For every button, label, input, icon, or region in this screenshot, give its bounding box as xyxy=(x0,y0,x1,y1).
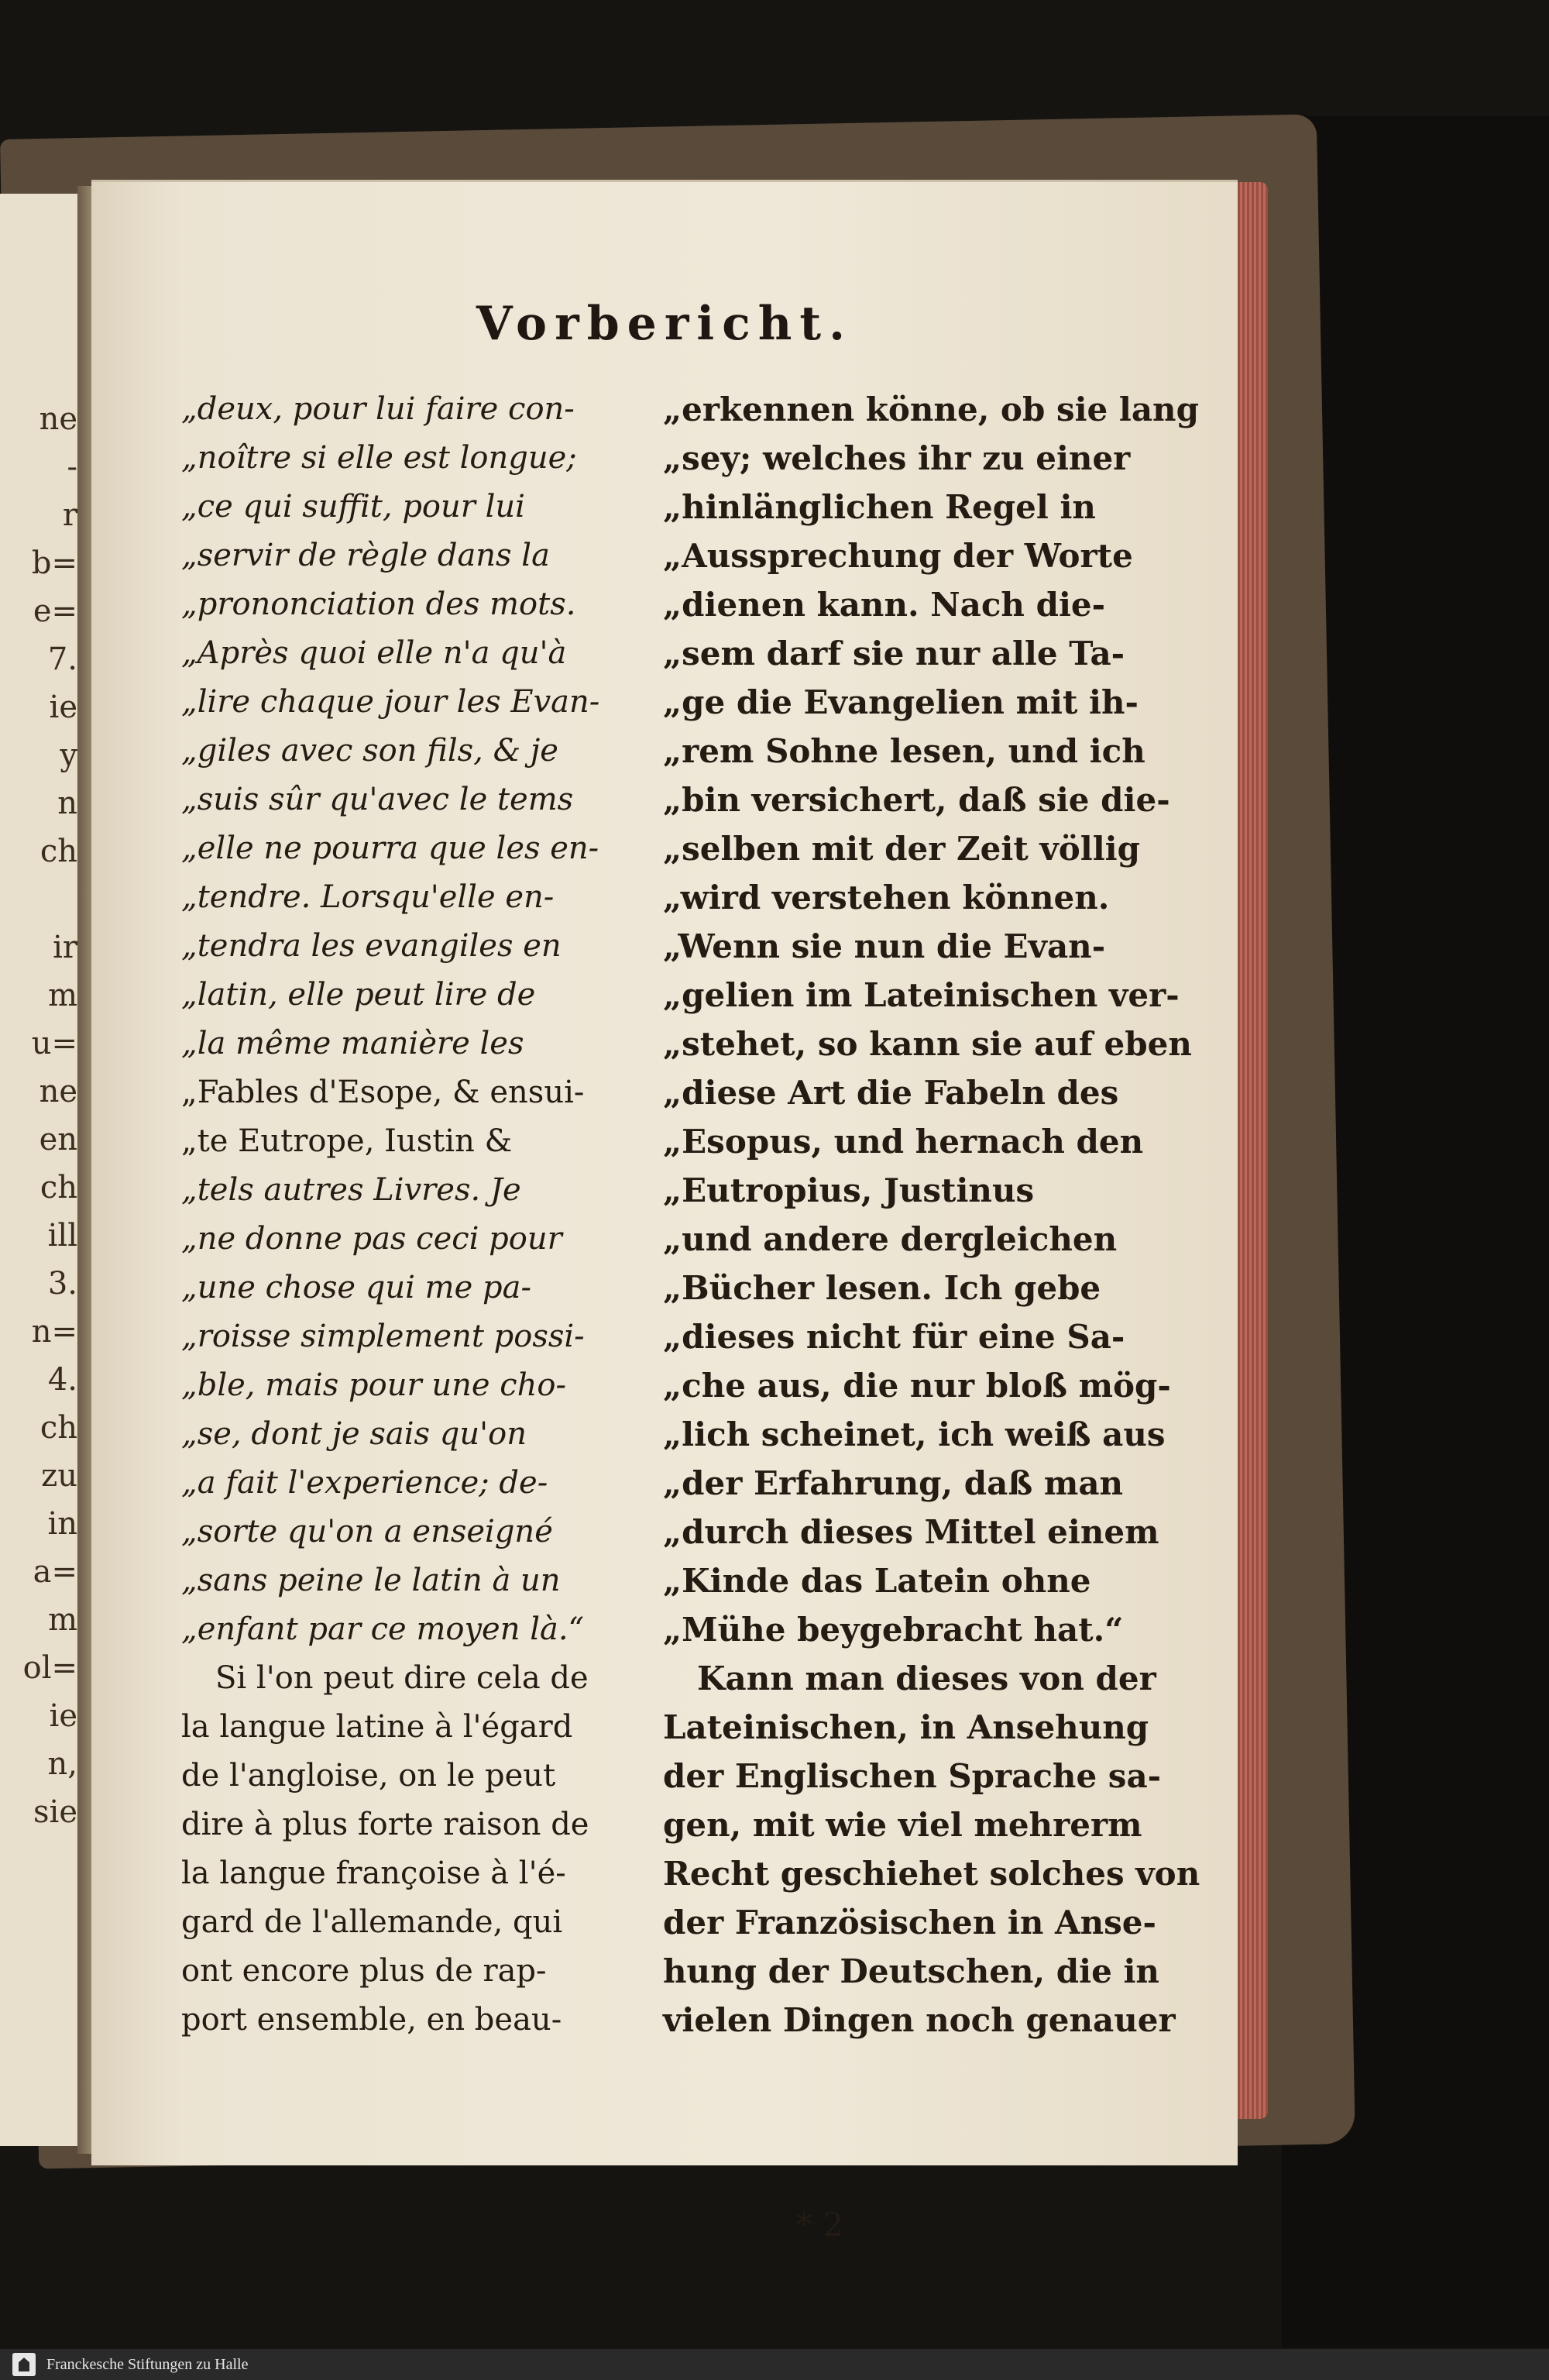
german-text-line: Recht geschiehet solches von xyxy=(663,1855,1200,1893)
german-text-line: „hinlänglichen Regel in xyxy=(663,488,1096,526)
german-text-line: gen, mit wie viel mehrerm xyxy=(663,1806,1142,1844)
german-text-line: „Mühe beygebracht hat.“ xyxy=(663,1611,1124,1649)
french-text-line: „sorte qu'on a enseigné xyxy=(181,1514,553,1549)
french-text-line: „sans peine le latin à un xyxy=(181,1563,561,1598)
footer-label: Franckesche Stiftungen zu Halle xyxy=(46,2355,249,2373)
german-text-line: „rem Sohne lesen, und ich xyxy=(663,732,1145,770)
french-text-line: „tendra les evangiles en xyxy=(181,928,562,964)
french-text-line: ont encore plus de rap- xyxy=(181,1953,547,1989)
german-text-line: Lateinischen, in Ansehung xyxy=(663,1708,1149,1746)
french-text-line: „enfant par ce moyen là.“ xyxy=(181,1611,584,1647)
french-text-line: „deux, pour lui faire con- xyxy=(181,391,575,427)
french-text-line: „te Eutrope, Iustin & xyxy=(181,1123,513,1159)
french-text-line: „prononciation des mots. xyxy=(181,586,576,622)
left-facing-page xyxy=(0,194,90,2146)
german-text-line: „erkennen könne, ob sie lang xyxy=(663,390,1199,428)
french-column xyxy=(181,385,723,2045)
french-text-line: dire à plus forte raison de xyxy=(181,1807,589,1842)
french-text-line: „se, dont je sais qu'on xyxy=(181,1416,527,1452)
french-text-line: „servir de règle dans la xyxy=(181,538,550,573)
german-text-line: Kann man dieses von der xyxy=(697,1659,1156,1697)
german-text-line: „sey; welches ihr zu einer xyxy=(663,439,1131,477)
french-text-line: „tels autres Livres. Je xyxy=(181,1172,521,1208)
german-text-line: „gelien im Lateinischen ver- xyxy=(663,976,1180,1014)
french-text-line: „suis sûr qu'avec le tems xyxy=(181,782,574,817)
french-text-line: la langue latine à l'égard xyxy=(181,1709,573,1745)
german-text-line: „Wenn sie nun die Evan- xyxy=(663,927,1106,965)
footer-bar xyxy=(0,2349,1549,2380)
institution-logo-icon xyxy=(12,2353,36,2376)
german-text-line: „bin versichert, daß sie die- xyxy=(663,781,1170,819)
left-page-fragments: ne - r b= e= 7. ie y n ch ir m u= ne en ch ill 3. n= 4. ch zu in a= m ol= ie n, sie xyxy=(22,401,77,1830)
german-text-line: der Englischen Sprache sa- xyxy=(663,1757,1162,1795)
german-text-line: „dienen kann. Nach die- xyxy=(663,586,1106,624)
german-text-line: „wird verstehen können. xyxy=(663,879,1110,917)
german-text-line: der Französischen in Anse- xyxy=(663,1904,1156,1941)
german-text-line: „Esopus, und hernach den xyxy=(663,1123,1144,1161)
running-head: Vorbericht. xyxy=(476,297,853,351)
french-text-line: port ensemble, en beau- xyxy=(181,2002,562,2038)
french-text-line: Si l'on peut dire cela de xyxy=(215,1660,589,1696)
french-text-line: „ne donne pas ceci pour xyxy=(181,1221,562,1257)
french-text-line: „latin, elle peut lire de xyxy=(181,977,536,1013)
german-text-line: „stehet, so kann sie auf eben xyxy=(663,1025,1192,1063)
french-text-line: „tendre. Lorsqu'elle en- xyxy=(181,879,555,915)
french-text-line: „giles avec son fils, & je xyxy=(181,733,558,769)
german-text-line: „der Erfahrung, daß man xyxy=(663,1464,1124,1502)
german-text-line: „und andere dergleichen xyxy=(663,1220,1118,1258)
book-page xyxy=(91,180,1238,2244)
german-text-line: „Aussprechung der Worte xyxy=(663,537,1133,575)
german-text-line: hung der Deutschen, die in xyxy=(663,1952,1159,1990)
french-text-line: „roisse simplement possi- xyxy=(181,1319,585,1354)
german-text-line: „dieses nicht für eine Sa- xyxy=(663,1318,1125,1356)
german-text-line: „che aus, die nur bloß mög- xyxy=(663,1367,1171,1405)
german-text-line: „durch dieses Mittel einem xyxy=(663,1513,1159,1551)
french-text-line: „la même manière les xyxy=(181,1026,524,1061)
french-text-line: „Fables d'Esope, & ensui- xyxy=(181,1075,585,1110)
german-text-line: „ge die Evangelien mit ih- xyxy=(663,683,1139,721)
german-text-line: „selben mit der Zeit völlig xyxy=(663,830,1140,868)
french-text-line: „elle ne pourra que les en- xyxy=(181,831,599,866)
french-text-line: la langue françoise à l'é- xyxy=(181,1856,566,1891)
french-text-line: „une chose qui me pa- xyxy=(181,1270,531,1305)
french-text-line: „Après quoi elle n'a qu'à xyxy=(181,635,567,671)
french-text-line: „noître si elle est longue; xyxy=(181,440,577,476)
german-text-line: „Eutropius, Justinus xyxy=(663,1171,1035,1209)
french-text-line: „lire chaque jour les Evan- xyxy=(181,684,600,720)
german-text-line: „Bücher lesen. Ich gebe xyxy=(663,1269,1101,1307)
german-column xyxy=(663,385,1227,2045)
french-text-line: „ble, mais pour une cho- xyxy=(181,1367,566,1403)
french-text-line: „a fait l'experience; de- xyxy=(181,1465,548,1501)
german-text-line: „sem darf sie nur alle Ta- xyxy=(663,635,1125,672)
french-text-line: gard de l'allemande, qui xyxy=(181,1904,563,1940)
german-text-line: vielen Dingen noch genauer xyxy=(663,2001,1176,2039)
german-text-line: „diese Art die Fabeln des xyxy=(663,1074,1119,1112)
french-text-line: „ce qui suffit, pour lui xyxy=(181,489,525,524)
signature-mark: * 2 xyxy=(796,2206,844,2244)
french-text-line: de l'angloise, on le peut xyxy=(181,1758,556,1794)
german-text-line: „lich scheinet, ich weiß aus xyxy=(663,1415,1166,1453)
page-edges xyxy=(1235,182,1268,2119)
german-text-line: „Kinde das Latein ohne xyxy=(663,1562,1091,1600)
